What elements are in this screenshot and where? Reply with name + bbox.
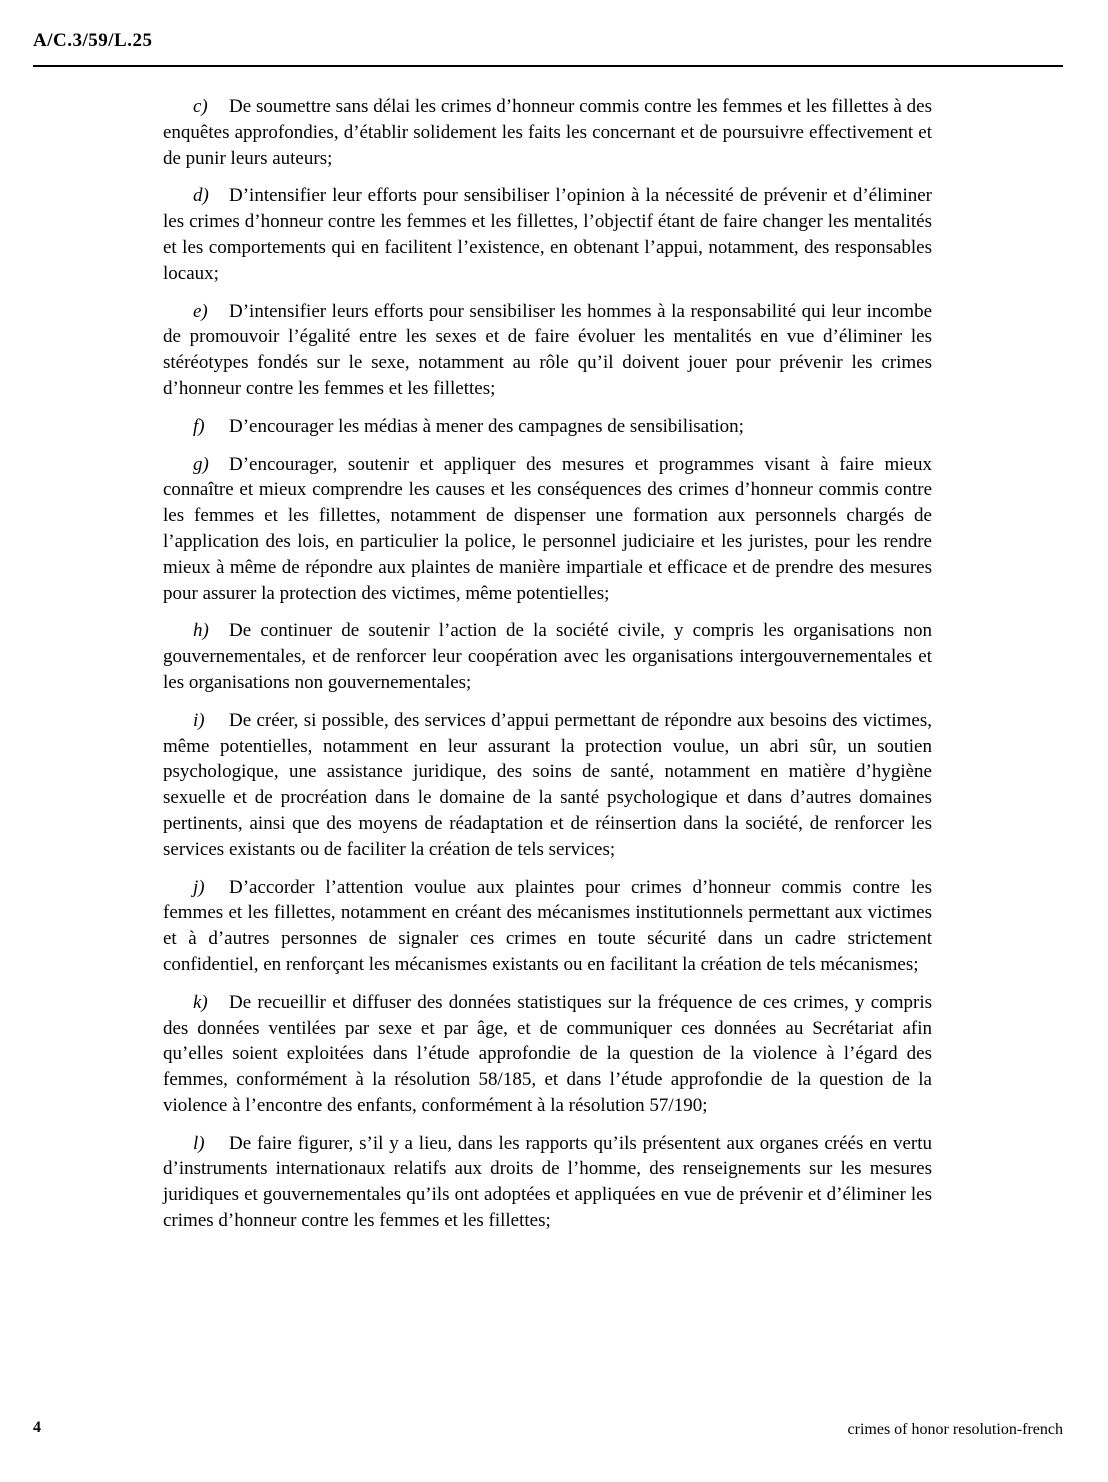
paragraph-e [163,299,932,402]
paragraph-text: D’intensifier leurs efforts pour sensibiliser les hommes à la responsabilité qui leur incombe de promouvoir l’égalité entre les sexes et de faire évoluer les mentalités en vue d’éliminer les stéréotypes fondés sur le sexe, notamment au rôle qu’il doivent jouer pour prévenir les crimes d’honneur contre les femmes et les fillettes; [163,300,932,399]
header-rule [33,65,1063,67]
paragraph-label: i) [193,709,205,731]
document-body [163,94,932,1234]
paragraph-text: De créer, si possible, des services d’appui permettant de répondre aux besoins des victimes, même potentielles, notamment en leur assurant la protection voulue, un abri sûr, un soutien psychologique, une assistance juridique, des soins de santé, notamment en matière d’hygiène sexuelle et de procréation dans le domaine de la santé psychologique et dans d’autres domaines pertinents, ainsi que des moyens de réadaptation et de réinsertion dans la société, de renforcer les services existants ou de faciliter la création de tels services; [163,709,932,860]
paragraph-label: f) [193,415,205,437]
paragraph-label: l) [193,1132,205,1154]
paragraph-text: D’encourager les médias à mener des campagnes de sensibilisation; [229,415,744,437]
paragraph-d [163,183,932,286]
paragraph-text: De recueillir et diffuser des données statistiques sur la fréquence de ces crimes, y compris des données ventilées par sexe et par âge, et de communiquer ces données au Secrétariat afin qu’elles soient exploitées dans l’étude approfondie de la question de la violence à l’égard des femmes, conformément à la résolution 58/185, et dans l’étude approfondie de la question de la violence à l’encontre des enfants, conformément à la résolution 57/190; [163,991,932,1116]
paragraph-i [163,708,932,863]
paragraph-text: D’encourager, soutenir et appliquer des mesures et programmes visant à faire mieux connaître et mieux comprendre les causes et les conséquences des crimes d’honneur commis contre les femmes et les fillettes, notamment de dispenser une formation aux personnels chargés de l’application des lois, en particulier la police, le personnel judiciaire et les juristes, pour les rendre mieux à même de répondre aux plaintes de manière impartiale et efficace et de prendre des mesures pour assurer la protection des victimes, même potentielles; [163,453,932,604]
paragraph-label: g) [193,453,209,475]
paragraph-l [163,1131,932,1234]
paragraph-c [163,94,932,171]
paragraph-text: De soumettre sans délai les crimes d’honneur commis contre les femmes et les fillettes à des enquêtes approfondies, d’établir solidement les faits les concernant et de poursuivre effectivement et de punir leurs auteurs; [163,96,932,169]
document-symbol: A/C.3/59/L.25 [33,30,153,51]
paragraph-text: De faire figurer, s’il y a lieu, dans les rapports qu’ils présentent aux organes créés en vertu d’instruments internationaux relatifs aux droits de l’homme, des renseignements sur les mesures juridiques et gouvernementales qu’ils ont adoptées et appliquées en vue de prévenir et d’éliminer les crimes d’honneur contre les femmes et les fillettes; [163,1132,932,1232]
paragraph-j [163,875,932,978]
footer-note: crimes of honor resolution-french [847,1421,1063,1438]
paragraph-text: D’intensifier leur efforts pour sensibiliser l’opinion à la nécessité de prévenir et d’éliminer les crimes d’honneur contre les femmes et les fillettes, l’objectif étant de faire changer les mentalités et les comportements qui en facilitent l’existence, en obtenant l’appui, notamment, des responsables locaux; [163,185,932,284]
paragraph-h [163,618,932,695]
paragraph-label: j) [193,876,205,898]
page-number: 4 [33,1419,41,1436]
paragraph-text: De continuer de soutenir l’action de la société civile, y compris les organisations non gouvernementales, et de renforcer leur coopération avec les organisations intergouvernementales et les organisations non gouvernementales; [163,620,932,693]
paragraph-label: c) [193,96,208,117]
paragraph-label: d) [193,185,209,207]
paragraph-g [163,452,932,607]
document-header [33,30,1063,75]
paragraph-label: k) [193,991,208,1013]
paragraph-label: h) [193,620,209,642]
paragraph-text: D’accorder l’attention voulue aux plaintes pour crimes d’honneur commis contre les femmes et les fillettes, notamment en créant des mécanismes institutionnels permettant aux victimes et à d’autres personnes de signaler ces crimes en toute sécurité dans un cadre strictement confidentiel, en renforçant les mécanismes existants ou en facilitant la création de tels mécanismes; [163,876,932,975]
paragraph-k [163,990,932,1119]
paragraph-f [163,414,932,440]
paragraph-label: e) [193,300,208,322]
